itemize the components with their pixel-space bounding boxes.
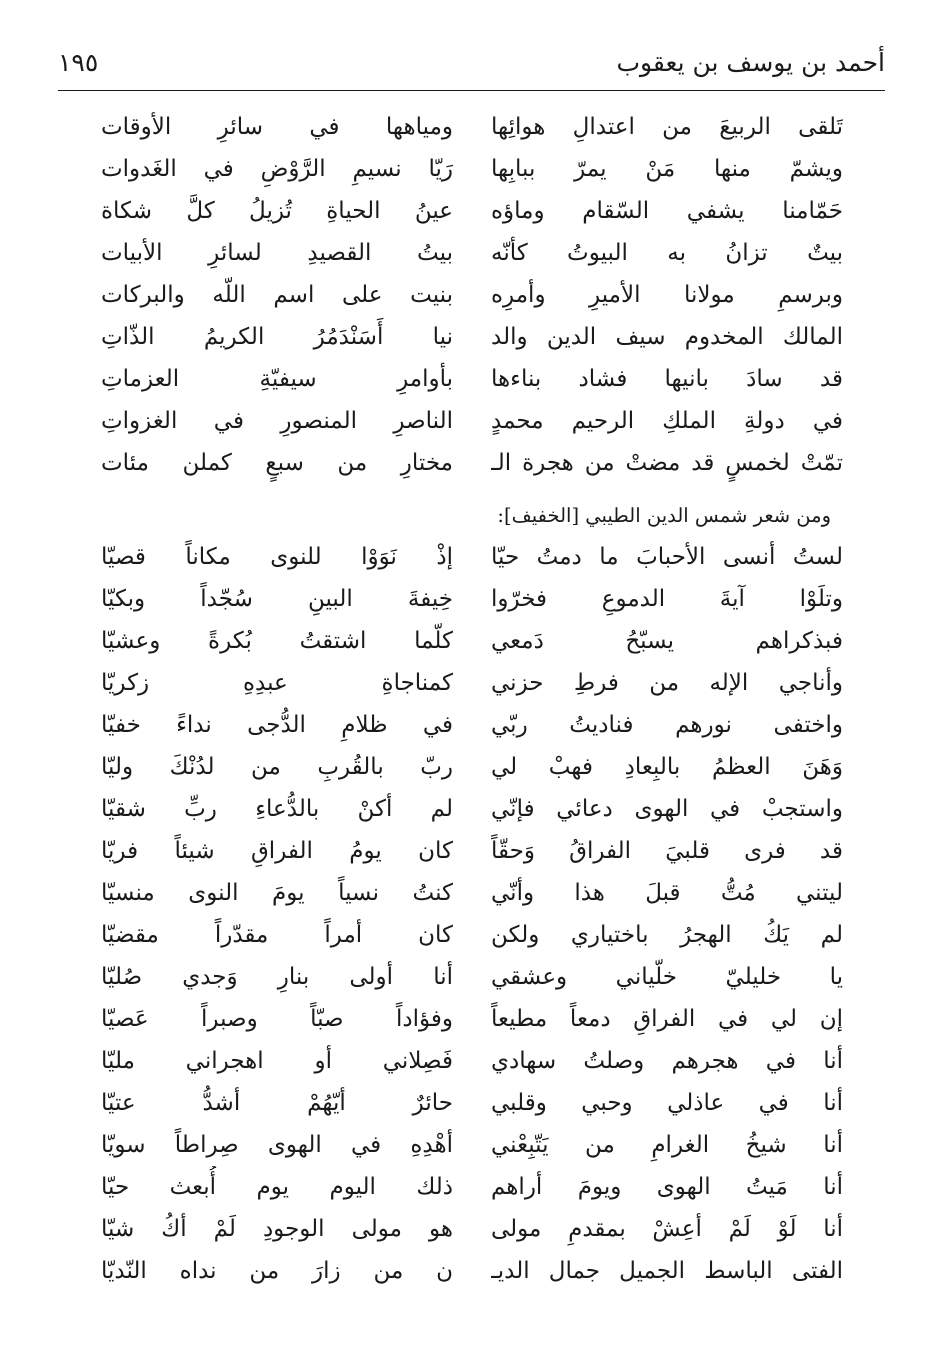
verse-hemistich: لم أكنْ بالدُّعاءِ ربِّ شقيّا — [101, 796, 453, 822]
verse-hemistich: مختارِ من سبعٍ كملن مئات — [101, 450, 453, 476]
verse-hemistich: بيتُ القصيدِ لسائرِ الأبيات — [101, 240, 453, 266]
verse-hemistich: وبرسمِ مولانا الأميرِ وأمرِه — [491, 282, 843, 308]
verse-hemistich: وتلَوْا آيةَ الدموعِ فخرّوا — [491, 586, 843, 612]
verse-hemistich: وفؤاداً صبّاً وصبراً عَصيّا — [101, 1006, 453, 1032]
verse-hemistich: إذْ نَوَوْا للنوى مكاناً قصيّا — [101, 544, 453, 570]
verse-hemistich: بيتٌ تزانُ به البيوتُ كأنّه — [491, 240, 843, 266]
verse-hemistich: أنا لَوْ لَمْ أعِشْ بمقدمِ مولى — [491, 1216, 843, 1242]
verse-hemistich: الفتى الباسط الجميل جمال الديـ — [491, 1258, 843, 1284]
verse-hemistich: كان أمراً مقدّراً مقضيّا — [101, 922, 453, 948]
verse-hemistich: إن لي في الفراقِ دمعاً مطيعاً — [491, 1006, 843, 1032]
verse-hemistich: قد فرى قلبيَ الفراقُ وَحقّاً — [491, 838, 843, 864]
verse-hemistich: لم يَكُ الهجرُ باختياري ولكن — [491, 922, 843, 948]
verse-hemistich: فَصِلاني أو اهجراني مليّا — [101, 1048, 453, 1074]
verse-hemistich: ن من زارَ من نداه النّديّا — [101, 1258, 453, 1284]
verse-hemistich: في دولةِ الملكِ الرحيم محمدٍ — [491, 408, 843, 434]
verse-hemistich: واختفى نورهم فناديتُ ربّي — [491, 712, 843, 738]
page-header — [58, 42, 885, 91]
verse-hemistich: أنا شيخُ الغرامِ من يَتّبِعْني — [491, 1132, 843, 1158]
verse-hemistich: بنيت على اسم اللّه والبركات — [101, 282, 453, 308]
verse-hemistich: تمّتْ لخمسٍ قد مضتْ من هجرة الـ — [491, 450, 843, 476]
verse-hemistich: وَهَنَ العظمُ بالبِعادِ فهبْ لي — [491, 754, 843, 780]
poem-2-second-hemistichs — [101, 536, 453, 1292]
verse-hemistich: يا خليليّ خلّياني وعشقي — [491, 964, 843, 990]
verse-hemistich: ربّ بالقُربِ من لدُنْكَ وليّا — [101, 754, 453, 780]
verse-hemistich: كنتُ نسياً يومَ النوى منسيّا — [101, 880, 453, 906]
verse-hemistich: كمناجاةِ عبدِهِ زكريّا — [101, 670, 453, 696]
verse-hemistich: كان يومُ الفراقِ شيئاً فريّا — [101, 838, 453, 864]
poem-2-intro — [463, 498, 843, 534]
verse-hemistich: تَلقى الربيعَ من اعتدالِ هوائِها — [491, 114, 843, 140]
poem-1-first-hemistichs — [491, 106, 843, 484]
verse-hemistich: نيا أَسَنْدَمُرُ الكريمُ الذّاتِ — [101, 324, 453, 350]
verse-hemistich: هو مولى الوجودِ لَمْ أكُ شيّا — [101, 1216, 453, 1242]
poem-2-first-hemistichs — [491, 536, 843, 1292]
verse-hemistich: أنا في عاذلي وحبي وقلبي — [491, 1090, 843, 1116]
verse-hemistich: قد سادَ بانيها فشاد بناءها — [491, 366, 843, 392]
running-title: أحمد بن يوسف بن يعقوب — [616, 48, 885, 77]
verse-hemistich: لستُ أنسى الأحبابَ ما دمتُ حيّا — [491, 544, 843, 570]
verse-hemistich: حَمّامنا يشفي السّقام وماؤه — [491, 198, 843, 224]
verse-hemistich: أنا في هجرهم وصلتُ سهادي — [491, 1048, 843, 1074]
intro-text: ومن شعر شمس الدين الطيبي [الخفيف]: — [497, 504, 831, 527]
verse-hemistich: بأوامرِ سيفيّةِ العزماتِ — [101, 366, 453, 392]
verse-hemistich: في ظلامِ الدُّجى نداءً خفيّا — [101, 712, 453, 738]
verse-hemistich: ويشمّ منها مَنْ يمرّ ببابِها — [491, 156, 843, 182]
verse-hemistich: أهْدِهِ في الهوى صِراطاً سويّا — [101, 1132, 453, 1158]
verse-hemistich: الناصرِ المنصورِ في الغزواتِ — [101, 408, 453, 434]
verse-hemistich: ومياهها في سائرِ الأوقات — [101, 114, 453, 140]
verse-hemistich: أنا أولى بنارِ وَجدي صُليّا — [101, 964, 453, 990]
poem-1-second-hemistichs — [101, 106, 453, 484]
page-number: ١٩٥ — [58, 48, 99, 77]
verse-hemistich: ليتني مُتُّ قبلَ هذا وأنّي — [491, 880, 843, 906]
verse-hemistich: فبذكراهم يسبّحُ دَمعي — [491, 628, 843, 654]
verse-hemistich: خِيفةَ البينِ سُجّداً وبكيّا — [101, 586, 453, 612]
verse-hemistich: عينُ الحياةِ تُزيلُ كلَّ شكاة — [101, 198, 453, 224]
verse-hemistich: واستجبْ في الهوى دعائي فإنّي — [491, 796, 843, 822]
verse-hemistich: المالك المخدوم سيف الدين والد — [491, 324, 843, 350]
verse-hemistich: كلّما اشتقتُ بُكرةً وعشيّا — [101, 628, 453, 654]
verse-hemistich: وأناجي الإله من فرطِ حزني — [491, 670, 843, 696]
verse-hemistich: ذلك اليوم يوم أُبعث حيّا — [101, 1174, 453, 1200]
verse-hemistich: رَيّا نسيمِ الرَّوْضِ في الغَدوات — [101, 156, 453, 182]
verse-hemistich: أنا مَيتُ الهوى ويومَ أراهم — [491, 1174, 843, 1200]
verse-hemistich: حائرٌ أيّهُمْ أشدُّ عتيّا — [101, 1090, 453, 1116]
